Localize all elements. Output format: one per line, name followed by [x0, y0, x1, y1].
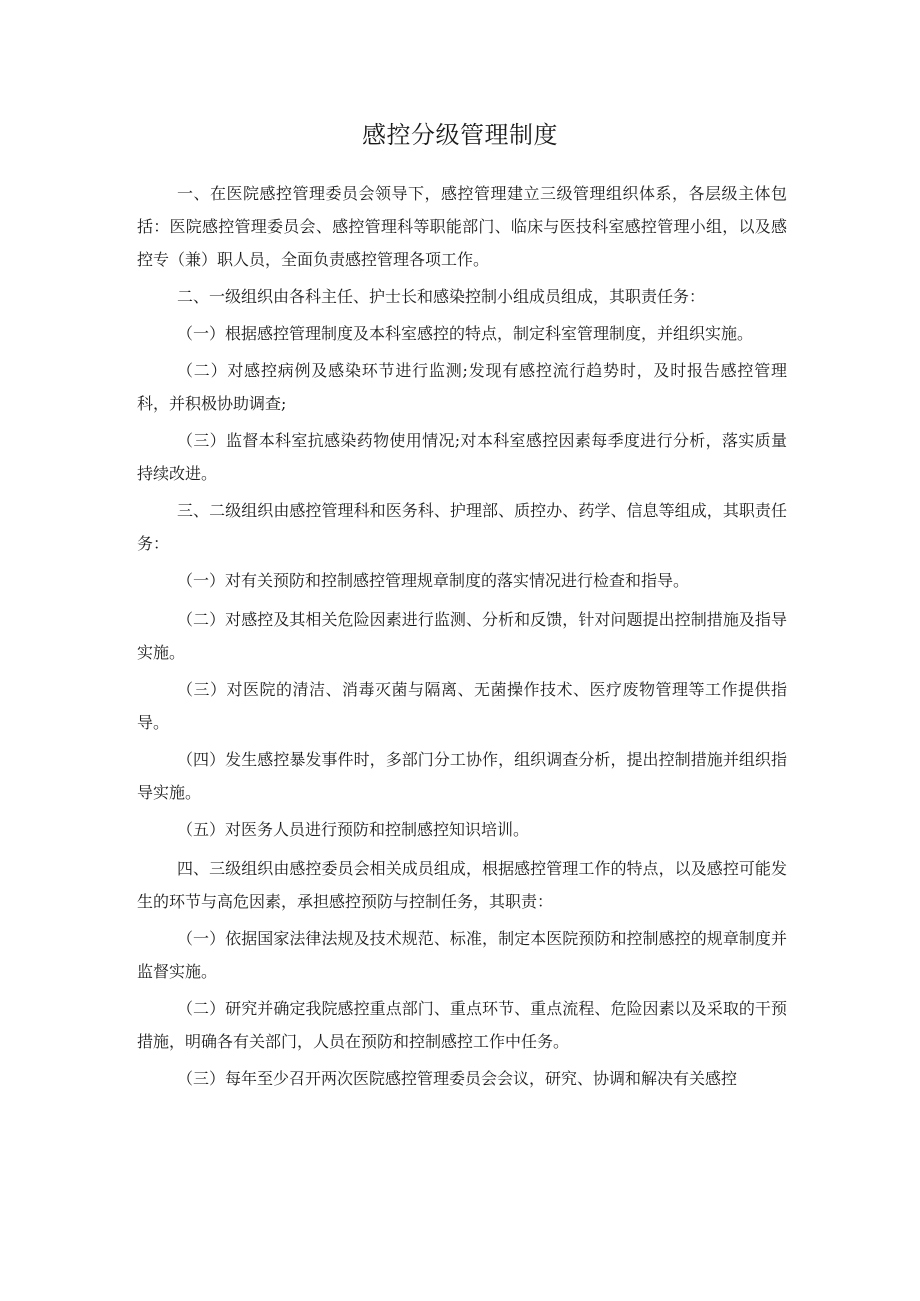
paragraph-section-1: 一、在医院感控管理委员会领导下，感控管理建立三级管理组织体系，各层级主体包括：医院感控管理委员会、感控管理科等职能部门、临床与医技科室感控管理小组，以及感控专（兼）职人员，全面负责感控管理各项工作。	[137, 184, 787, 269]
paragraph-section-2-item-3: （三）监督本科室抗感染药物使用情况;对本科室感控因素每季度进行分析，落实质量持续改进。	[137, 431, 787, 483]
paragraph-section-4-item-1: （一）依据国家法律法规及技术规范、标准，制定本医院预防和控制感控的规章制度并监督实施。	[137, 929, 787, 981]
document-title: 感控分级管理制度	[362, 121, 558, 149]
paragraph-section-3-item-3: （三）对医院的清洁、消毒灭菌与隔离、无菌操作技术、医疗废物管理等工作提供指导。	[137, 680, 787, 732]
paragraph-section-4-item-2: （二）研究并确定我院感控重点部门、重点环节、重点流程、危险因素以及采取的干预措施，明确各有关部门，人员在预防和控制感控工作中任务。	[137, 999, 787, 1051]
paragraph-section-4-item-3: （三）每年至少召开两次医院感控管理委员会会议，研究、协调和解决有关感控	[177, 1069, 738, 1088]
paragraph-section-3-item-4: （四）发生感控暴发事件时，多部门分工协作，组织调查分析，提出控制措施并组织指导实施。	[137, 750, 787, 802]
paragraph-section-2-item-1: （一）根据感控管理制度及本科室感控的特点，制定科室管理制度，并组织实施。	[177, 324, 754, 343]
paragraph-section-2-item-2: （二）对感控病例及感染环节进行监测;发现有感控流行趋势时，及时报告感控管理科，并积极协助调查;	[137, 361, 787, 413]
document-body	[137, 177, 787, 1099]
paragraph-section-3-item-2: （二）对感控及其相关危险因素进行监测、分析和反馈，针对问题提出控制措施及指导实施。	[137, 610, 787, 662]
paragraph-section-3-item-1: （一）对有关预防和控制感控管理规章制度的落实情况进行检查和指导。	[177, 571, 690, 590]
paragraph-section-2: 二、一级组织由各科主任、护士长和感染控制小组成员组成，其职责任务：	[177, 287, 706, 306]
paragraph-section-3: 三、二级组织由感控管理科和医务科、护理部、质控办、药学、信息等组成，其职责任务：	[137, 501, 787, 553]
paragraph-section-4: 四、三级组织由感控委员会相关成员组成，根据感控管理工作的特点，以及感控可能发生的环节与高危因素，承担感控预防与控制任务，其职责：	[137, 859, 787, 911]
paragraph-section-3-item-5: （五）对医务人员进行预防和控制感控知识培训。	[177, 820, 530, 839]
